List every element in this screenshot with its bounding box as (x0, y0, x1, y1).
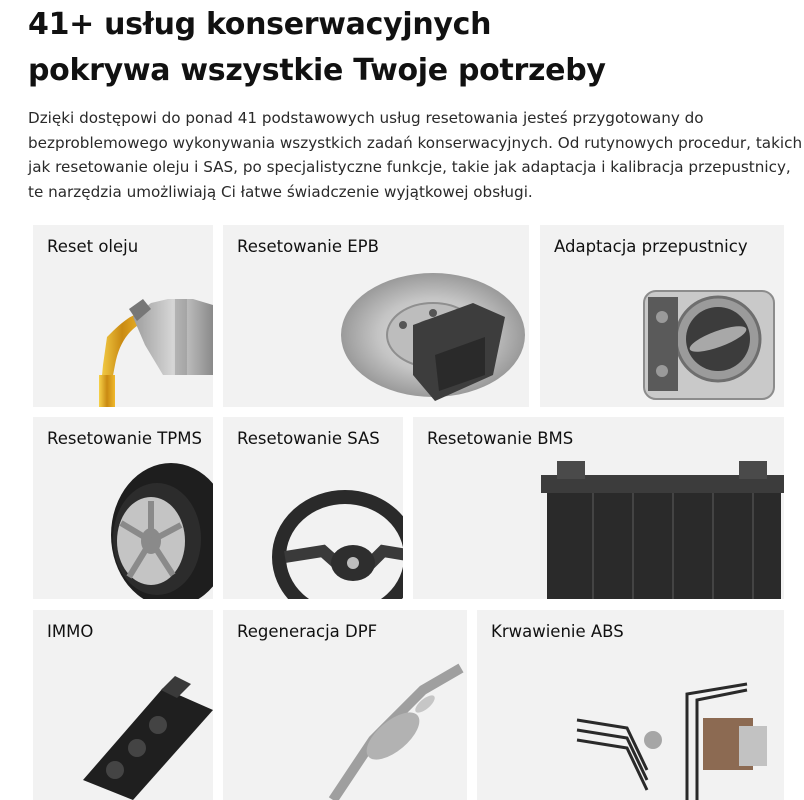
service-card-abs-bleeding (477, 610, 784, 800)
service-label: Resetowanie EPB (237, 237, 379, 256)
description-paragraph (28, 106, 803, 204)
service-card-epb-reset (223, 225, 529, 407)
service-card-bms-reset (413, 417, 784, 599)
service-card-dpf-regeneration (223, 610, 467, 800)
service-card-tpms-reset (33, 417, 213, 599)
service-label: Reset oleju (47, 237, 139, 256)
page-title (28, 2, 788, 94)
page-title-line-2: pokrywa wszystkie Twoje potrzeby (28, 53, 606, 88)
service-label: Resetowanie BMS (427, 429, 574, 448)
description-line: Dzięki dostępowi do ponad 41 podstawowych usług resetowania jesteś przygotowany do (28, 109, 704, 127)
service-label: Regeneracja DPF (237, 622, 378, 641)
service-label: Resetowanie TPMS (47, 429, 202, 448)
service-label: Resetowanie SAS (237, 429, 380, 448)
description-line: bezproblemowego wykonywania wszystkich zadań konserwacyjnych. Od rutynowych procedur, takich (28, 133, 803, 152)
service-label: Krwawienie ABS (491, 622, 624, 641)
service-label: IMMO (47, 622, 94, 641)
service-label: Adaptacja przepustnicy (554, 237, 748, 256)
description-line: jak resetowanie oleju i SAS, po specjalistyczne funkcje, takie jak adaptacja i kalibracja przepustnicy, (28, 158, 791, 176)
description-line: te narzędzia umożliwiają Ci łatwe świadczenie wyjątkowej obsługi. (28, 182, 533, 201)
service-card-sas-reset (223, 417, 403, 599)
page-title-line-1: 41+ usług konserwacyjnych (28, 7, 492, 42)
service-card-throttle-adaptation (540, 225, 784, 407)
service-card-immo (33, 610, 213, 800)
service-card-oil-reset (33, 225, 213, 407)
